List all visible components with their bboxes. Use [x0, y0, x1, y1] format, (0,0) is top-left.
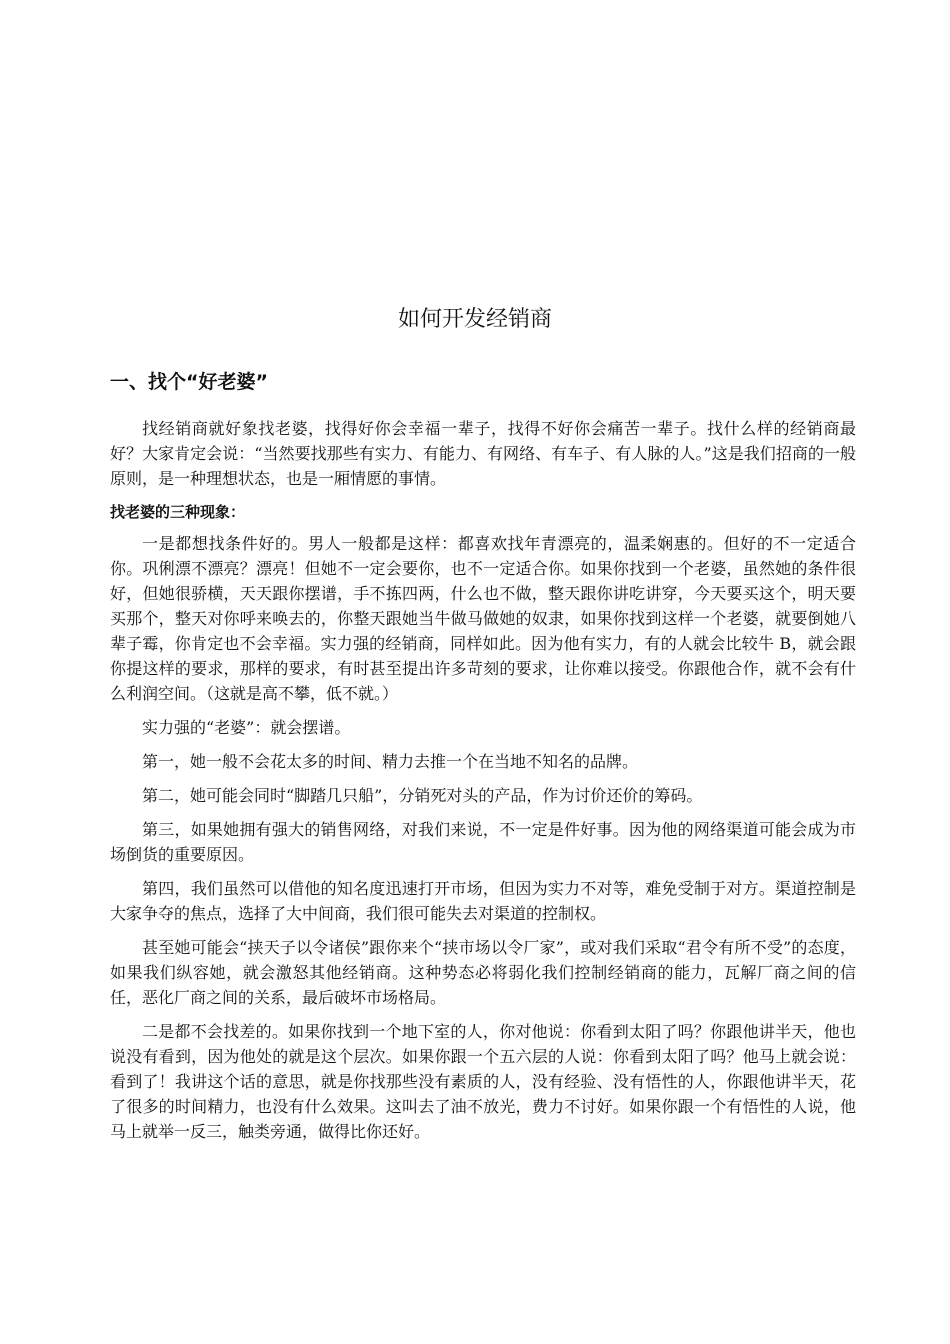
intro-paragraph: 找经销商就好象找老婆，找得好你会幸福一辈子，找得不好你会痛苦一辈子。找什么样的经销商最好？大家肯定会说：“当然要找那些有实力、有能力、有网络、有车子、有人脉的人。”这是我们招商的一般原则，是一种理想状态，也是一厢情愿的事情。	[110, 419, 856, 488]
subheading-three-phenomena: 找老婆的三种现象：	[110, 503, 246, 521]
paragraph-point-three: 第三，如果她拥有强大的销售网络，对我们来说，不一定是件好事。因为他的网络渠道可能会成为市场倒货的重要原因。	[110, 820, 856, 864]
section-heading: 一、找个“好老婆”	[110, 371, 268, 393]
paragraph-point-four: 第四，我们虽然可以借他的知名度迅速打开市场，但因为实力不对等，难免受制于对方。渠道控制是大家争夺的焦点，选择了大中间商，我们很可能失去对渠道的控制权。	[110, 879, 856, 923]
paragraph-point-one: 第一，她一般不会花太多的时间、精力去推一个在当地不知名的品牌。	[142, 752, 639, 771]
paragraph-even-more: 甚至她可能会“挟天子以令诸侯”跟你来个“挟市场以令厂家”，或对我们采取“君令有所不受”的态度，如果我们纵容她，就会激怒其他经销商。这种势态必将弱化我们控制经销商的能力，瓦解厂商之间的信任，恶化厂商之间的关系，最后破坏市场格局。	[110, 938, 856, 1007]
document-body	[110, 416, 856, 1153]
paragraph-point-two: 第二，她可能会同时“脚踏几只船”，分销死对头的产品，作为讨价还价的筹码。	[142, 786, 703, 805]
page-title: 如何开发经销商	[397, 307, 552, 332]
paragraph-phenomenon-one: 一是都想找条件好的。男人一般都是这样：都喜欢找年青漂亮的，温柔娴惠的。但好的不一定适合你。巩俐漂不漂亮？漂亮！但她不一定会要你，也不一定适合你。如果你找到一个老婆，虽然她的条件很好，但她很骄横，天天跟你摆谱，手不拣四两，什么也不做，整天跟你讲吃讲穿，今天要买这个，明天要买那个，整天对你呼来唤去的，你整天跟她当牛做马做她的奴隶，如果你找到这样一个老婆，就要倒她八辈子霉，你肯定也不会幸福。实力强的经销商，同样如此。因为他有实力，有的人就会比较牛 B，就会跟你提这样的要求，那样的要求，有时甚至提出许多苛刻的要求，让你难以接受。你跟他合作，就不会有什么利润空间。（这就是高不攀，低不就。）	[110, 534, 856, 703]
paragraph-phenomenon-two: 二是都不会找差的。如果你找到一个地下室的人，你对他说：你看到太阳了吗？你跟他讲半天，他也说没有看到，因为他处的就是这个层次。如果你跟一个五六层的人说：你看到太阳了吗？他马上就会说：看到了！我讲这个话的意思，就是你找那些没有素质的人，没有经验、没有悟性的人，你跟他讲半天，花了很多的时间精力，也没有什么效果。这叫去了油不放光，费力不讨好。如果你跟一个有悟性的人说，他马上就举一反三，触类旁通，做得比你还好。	[110, 1022, 856, 1141]
paragraph-strong-wife: 实力强的“老婆”：就会摆谱。	[142, 718, 351, 737]
